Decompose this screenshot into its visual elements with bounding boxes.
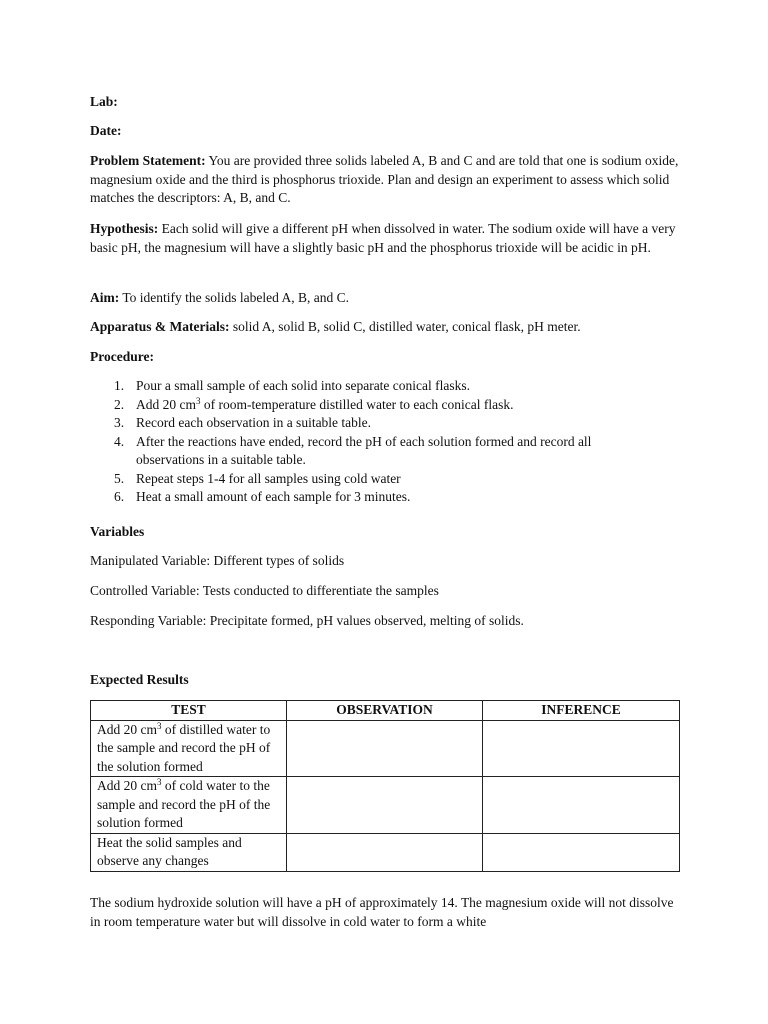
table-header-inference: INFERENCE <box>483 701 680 721</box>
problem-statement <box>90 152 680 208</box>
table-cell-test: Add 20 $cm^3$ of distilled water to the sample and record the pH of the solution formed <box>91 720 287 777</box>
responding-variable: Responding Variable: Precipitate formed, pH values observed, melting of solids. <box>90 613 524 628</box>
manipulated-variable: Manipulated Variable: Different types of solids <box>90 553 345 568</box>
problem-statement-text: You are provided three solids labeled A, B and C and are told that one is sodium oxide, magnesium oxide and the third is phosphorus trioxide. Plan and design an experiment to assess which solid matches the descriptors: A, B, and C. <box>90 153 679 205</box>
procedure-step: 3. Record each observation in a suitable table. <box>114 415 372 430</box>
conclusion-paragraph: The sodium hydroxide solution will have a pH of approximately 14. The magnesium oxide will not dissolve in room temperature water but will dissolve in cold water to form a white <box>90 895 674 929</box>
variables-heading: Variables <box>90 524 145 539</box>
apparatus-label: Apparatus & Materials: <box>90 319 230 334</box>
problem-statement-label: Problem Statement: <box>90 153 206 168</box>
table-cell-test: Add 20 $cm^3$ of cold water to the sample and record the pH of the solution formed <box>91 777 287 834</box>
table-cell-inference <box>483 777 680 834</box>
table-cell-inference <box>483 833 680 871</box>
apparatus <box>90 318 680 337</box>
table-cell-observation <box>287 833 483 871</box>
table-row <box>91 777 680 834</box>
procedure-step: 2. Add 20 $cm^3$ of room-temperature distilled water to each conical flask. <box>114 395 514 412</box>
table-row <box>91 833 680 871</box>
date-label: Date: <box>90 123 122 138</box>
aim <box>90 289 680 308</box>
procedure-step: 4. After the reactions have ended, record the pH of each solution formed and record all observations in a suitable table. <box>114 433 592 467</box>
aim-label: Aim: <box>90 290 120 305</box>
lab-label: Lab: <box>90 94 118 109</box>
hypothesis-text: Each solid will give a different pH when dissolved in water. The sodium oxide will have a very basic pH, the magnesium will have a slightly basic pH and the phosphorus trioxide will be acidic in pH. <box>90 221 676 255</box>
controlled-variable: Controlled Variable: Tests conducted to differentiate the samples <box>90 583 439 598</box>
table-header-row <box>91 701 680 721</box>
table-row <box>91 720 680 777</box>
aim-text: To identify the solids labeled A, B, and C. <box>119 290 350 305</box>
procedure-step: 6. Heat a small amount of each sample for 3 minutes. <box>114 489 411 504</box>
hypothesis-label: Hypothesis: <box>90 221 159 236</box>
procedure-step: 1. Pour a small sample of each solid into separate conical flasks. <box>114 378 471 393</box>
table-cell-observation <box>287 720 483 777</box>
hypothesis <box>90 220 680 257</box>
procedure-step: 5. Repeat steps 1-4 for all samples using cold water <box>114 470 401 486</box>
table-header-test: TEST <box>91 701 287 721</box>
table-cell-observation <box>287 777 483 834</box>
apparatus-text: solid A, solid B, solid C, distilled water, conical flask, pH meter. <box>229 319 581 334</box>
table-header-observation: OBSERVATION <box>287 701 483 721</box>
table-cell-test: Heat the solid samples and observe any changes <box>91 833 287 871</box>
expected-results-heading: Expected Results <box>90 672 189 687</box>
results-table <box>90 700 680 872</box>
procedure-heading: Procedure: <box>90 349 154 364</box>
table-cell-inference <box>483 720 680 777</box>
procedure-list <box>90 377 660 507</box>
